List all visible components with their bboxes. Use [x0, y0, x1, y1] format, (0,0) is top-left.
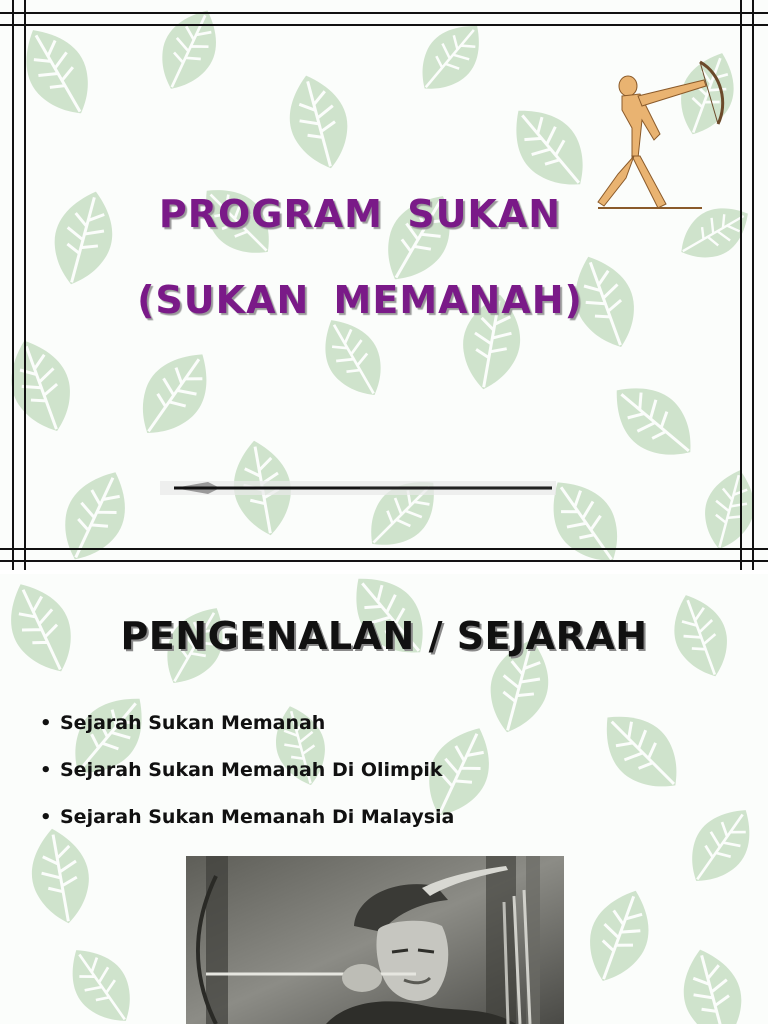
- frame-line-top-outer: [0, 12, 768, 14]
- bullet-list: [40, 706, 454, 847]
- frame-line-top-inner: [0, 24, 768, 26]
- frame-line-bottom-outer: [0, 560, 768, 562]
- slide-title-line-2: (SUKAN MEMANAH): [137, 278, 583, 322]
- list-item: [40, 753, 454, 800]
- slide-heading: PENGENALAN / SEJARAH: [120, 614, 648, 658]
- arrow-divider: [160, 478, 556, 498]
- list-item: [40, 800, 454, 847]
- bullet-text: Sejarah Sukan Memanah: [60, 712, 326, 734]
- list-item: [40, 706, 454, 753]
- bullet-icon: •: [40, 807, 52, 828]
- bullet-icon: •: [40, 760, 52, 781]
- frame-line-right-inner: [740, 0, 742, 574]
- frame-line-bottom-inner: [0, 548, 768, 550]
- slide-title-line-1: PROGRAM SUKAN: [158, 192, 562, 236]
- bullet-text: Sejarah Sukan Memanah Di Malaysia: [60, 806, 455, 828]
- bullet-text: Sejarah Sukan Memanah Di Olimpik: [60, 759, 443, 781]
- frame-line-right-outer: [752, 0, 754, 574]
- archer-photo: [186, 856, 564, 1024]
- bullet-icon: •: [40, 713, 52, 734]
